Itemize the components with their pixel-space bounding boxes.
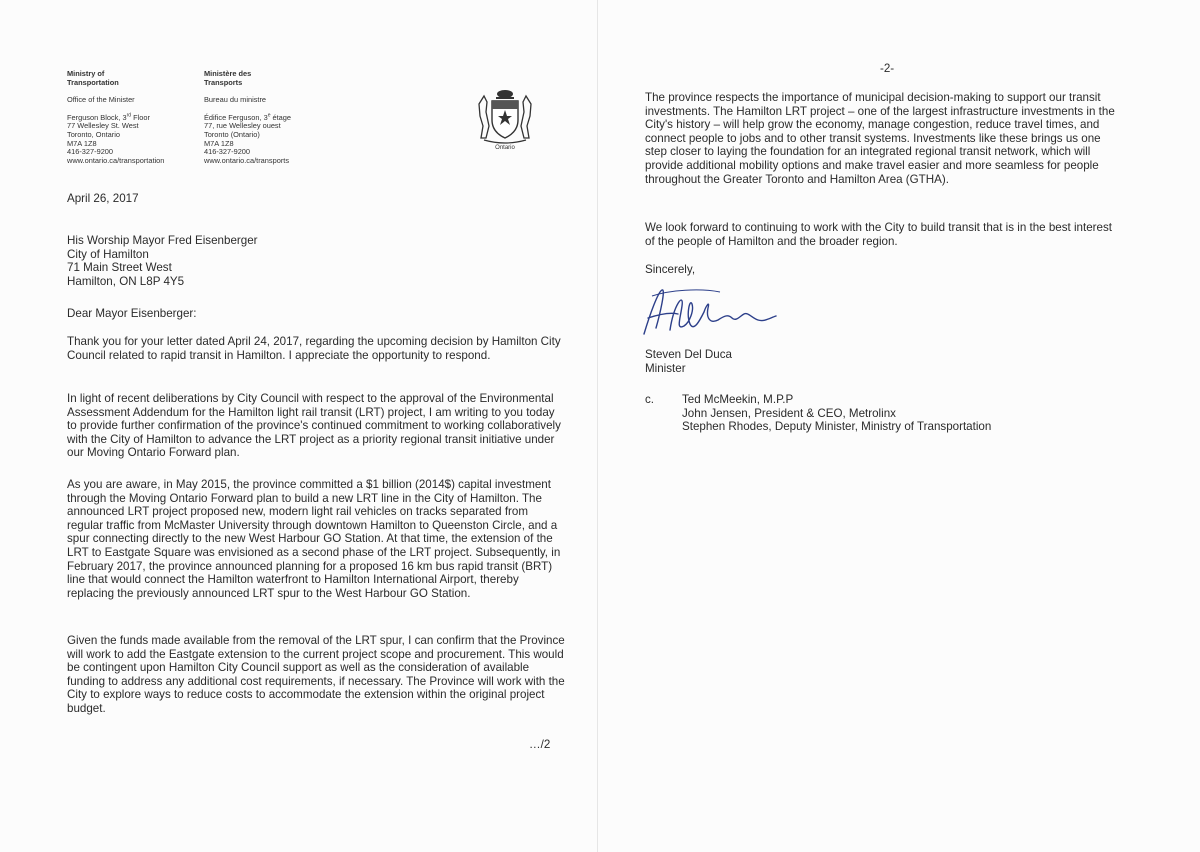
address-en: Ferguson Block, 3rd Floor 77 Wellesley St. West Toronto, Ontario M7A 1Z8 416-327-9200 www.ontario.ca/transportation [67, 112, 165, 165]
page-number: -2- [880, 62, 895, 75]
signer-name: Steven Del Duca [645, 348, 732, 361]
body-paragraph: Given the funds made available from the removal of the LRT spur, I can confirm that the Province will work to add the Eastgate extension to the current project scope and procurement. This would be contingent upon Hamilton City Council support as well as the consideration of available funding to address any additional cost requirements, if necessary. The Province will work with the City to explore ways to reduce costs to accommodate the extension within the original project budget. [67, 634, 565, 715]
ontario-crest-icon [476, 86, 534, 150]
cc-recipient: Stephen Rhodes, Deputy Minister, Ministry of Transportation [682, 420, 992, 434]
letter-date: April 26, 2017 [67, 192, 139, 205]
crest-caption: Ontario [495, 145, 515, 150]
letterhead-french [204, 70, 334, 165]
continuation-marker: …/2 [529, 738, 551, 751]
address-fr: Édifice Ferguson, 3e étage 77, rue Wellesley ouest Toronto (Ontario) M7A 1Z8 416-327-9200 www.ontario.ca/transports [204, 112, 292, 165]
closing: Sincerely, [645, 263, 696, 276]
signature [640, 284, 780, 344]
body-paragraph: We look forward to continuing to work with the City to build transit that is in the best interest of the people of Hamilton and the broader region. [645, 221, 1112, 248]
salutation: Dear Mayor Eisenberger: [67, 307, 197, 320]
office-name-en: Office of the Minister [67, 95, 135, 105]
cc-list [682, 393, 991, 434]
cc-recipient: Ted McMeekin, M.P.P [682, 393, 794, 406]
recipient-address: His Worship Mayor Fred Eisenberger City of Hamilton 71 Main Street West Hamilton, ON L8P 4Y5 [67, 234, 258, 288]
cc-recipient: John Jensen, President & CEO, Metrolinx [682, 406, 896, 420]
signer-title: Minister [645, 362, 686, 375]
body-paragraph: In light of recent deliberations by City Council with respect to the approval of the Environmental Assessment Addendum for the Hamilton light rail transit (LRT) project, I am writing to you today to provide further confirmation of the province's continued commitment to working collaboratively with the City of Hamilton to advance the LRT project as a priority regional transit initiative under our Moving Ontario Forward plan. [67, 392, 561, 460]
ministry-name-fr: Ministère des Transports [204, 69, 252, 87]
letterhead-english [67, 70, 197, 165]
ministry-name-en: Ministry of Transportation [67, 69, 119, 87]
office-name-fr: Bureau du ministre [204, 95, 267, 105]
cc-label: c. [645, 393, 655, 406]
page-divider [597, 0, 598, 852]
body-paragraph: Thank you for your letter dated April 24, 2017, regarding the upcoming decision by Hamilton City Council related to rapid transit in Hamilton. I appreciate the opportunity to respond. [67, 335, 561, 362]
body-paragraph: As you are aware, in May 2015, the province committed a $1 billion (2014$) capital investment through the Moving Ontario Forward plan to build a new LRT line in the City of Hamilton. The announced LRT project proposed new, modern light rail vehicles on tracks separated from regular traffic from McMaster University through downtown Hamilton to Queenston Circle, and a spur connecting directly to the new West Harbour GO Station. At that time, the extension of the LRT to Eastgate Square was envisioned as a second phase of the LRT project. Subsequently, in February 2017, the province announced planning for a proposed 16 km bus rapid transit (BRT) line that would connect the Hamilton waterfront to Hamilton International Airport, thereby replacing the previously announced LRT spur to the West Harbour GO Station. [67, 478, 561, 600]
body-paragraph: The province respects the importance of municipal decision-making to support our transit investments. The Hamilton LRT project – one of the largest infrastructure investments in the City's history – will help grow the economy, manage congestion, reduce travel times, and connect people to jobs and to other transit systems. Investments like these brings us one step closer to laying the foundation for an integrated regional transit network, which will provide additional mobility options and make travel easier and more seamless for people throughout the Greater Toronto and Hamilton Area (GTHA). [645, 91, 1115, 186]
